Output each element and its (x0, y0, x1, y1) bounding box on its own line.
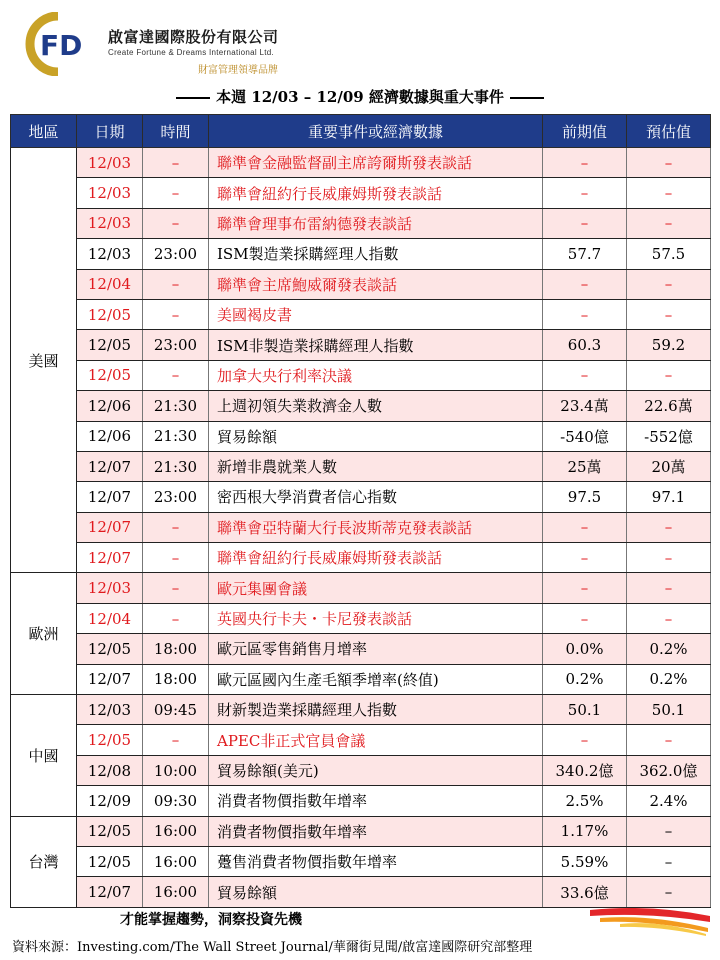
table-row (11, 816, 711, 846)
events-table (10, 114, 711, 908)
table-row (11, 391, 711, 421)
event-cell: 聯準會紐約行長威廉姆斯發表談話 (209, 543, 543, 573)
date-cell: 12/07 (77, 482, 143, 512)
previous-value-cell: – (543, 148, 627, 178)
time-cell: 23:00 (143, 330, 209, 360)
date-cell: 12/06 (77, 391, 143, 421)
event-cell: 新增非農就業人數 (209, 451, 543, 481)
table-row (11, 695, 711, 725)
table-row (11, 877, 711, 907)
estimate-value-cell: 362.0億 (627, 755, 711, 785)
previous-value-cell: – (543, 603, 627, 633)
date-cell: 12/05 (77, 360, 143, 390)
date-cell: 12/05 (77, 299, 143, 329)
previous-value-cell: 33.6億 (543, 877, 627, 907)
previous-value-cell: – (543, 269, 627, 299)
region-cell: 台灣 (11, 816, 77, 907)
previous-value-cell: – (543, 512, 627, 542)
estimate-value-cell: – (627, 877, 711, 907)
estimate-value-cell: 57.5 (627, 239, 711, 269)
time-cell: 09:45 (143, 695, 209, 725)
previous-value-cell: 57.7 (543, 239, 627, 269)
previous-value-cell: – (543, 725, 627, 755)
event-cell: 消費者物價指數年增率 (209, 786, 543, 816)
date-cell: 12/03 (77, 573, 143, 603)
date-cell: 12/07 (77, 512, 143, 542)
table-row (11, 846, 711, 876)
estimate-value-cell: – (627, 148, 711, 178)
table-row (11, 755, 711, 785)
previous-value-cell: 97.5 (543, 482, 627, 512)
time-cell: 18:00 (143, 634, 209, 664)
time-cell: 21:30 (143, 421, 209, 451)
date-cell: 12/03 (77, 695, 143, 725)
date-cell: 12/05 (77, 634, 143, 664)
header-date: 日期 (77, 115, 143, 148)
date-cell: 12/05 (77, 816, 143, 846)
region-cell: 歐洲 (11, 573, 77, 695)
previous-value-cell: 340.2億 (543, 755, 627, 785)
table-row (11, 148, 711, 178)
event-cell: 貿易餘額(美元) (209, 755, 543, 785)
time-cell: – (143, 208, 209, 238)
previous-value-cell: – (543, 360, 627, 390)
event-cell: 歐元集團會議 (209, 573, 543, 603)
date-cell: 12/04 (77, 603, 143, 633)
date-cell: 12/07 (77, 451, 143, 481)
decorative-swoosh-icon (590, 906, 710, 936)
event-cell: APEC非正式官員會議 (209, 725, 543, 755)
estimate-value-cell: 59.2 (627, 330, 711, 360)
estimate-value-cell: 0.2% (627, 664, 711, 694)
estimate-value-cell: – (627, 725, 711, 755)
estimate-value-cell: – (627, 178, 711, 208)
event-cell: 消費者物價指數年增率 (209, 816, 543, 846)
region-cell: 中國 (11, 695, 77, 817)
time-cell: – (143, 148, 209, 178)
svg-text:FD: FD (40, 29, 83, 62)
time-cell: 10:00 (143, 755, 209, 785)
previous-value-cell: – (543, 299, 627, 329)
header-time: 時間 (143, 115, 209, 148)
date-cell: 12/03 (77, 148, 143, 178)
estimate-value-cell: – (627, 573, 711, 603)
estimate-value-cell: 97.1 (627, 482, 711, 512)
time-cell: 16:00 (143, 816, 209, 846)
table-row (11, 239, 711, 269)
estimate-value-cell: – (627, 543, 711, 573)
date-cell: 12/06 (77, 421, 143, 451)
table-row (11, 512, 711, 542)
event-cell: 英國央行卡夫・卡尼發表談話 (209, 603, 543, 633)
time-cell: – (143, 360, 209, 390)
company-logo (18, 12, 308, 76)
title-dash-left (176, 97, 210, 99)
page-title-text: 本週 12/03 – 12/09 經濟數據與重大事件 (216, 88, 504, 106)
table-row (11, 634, 711, 664)
region-cell: 美國 (11, 148, 77, 573)
event-cell: 上週初領失業救濟金人數 (209, 391, 543, 421)
event-cell: 密西根大學消費者信心指數 (209, 482, 543, 512)
previous-value-cell: 60.3 (543, 330, 627, 360)
event-cell: 聯準會紐約行長威廉姆斯發表談話 (209, 178, 543, 208)
table-header-row (11, 115, 711, 148)
event-cell: 貿易餘額 (209, 421, 543, 451)
date-cell: 12/03 (77, 178, 143, 208)
event-cell: 財新製造業採購經理人指數 (209, 695, 543, 725)
time-cell: 23:00 (143, 482, 209, 512)
date-cell: 12/03 (77, 239, 143, 269)
previous-value-cell: 1.17% (543, 816, 627, 846)
previous-value-cell: 50.1 (543, 695, 627, 725)
date-cell: 12/07 (77, 664, 143, 694)
footer-slogan: 才能掌握趨勢，洞察投資先機 (120, 912, 302, 928)
time-cell: 21:30 (143, 451, 209, 481)
header-region: 地區 (11, 115, 77, 148)
table-row (11, 482, 711, 512)
time-cell: 16:00 (143, 846, 209, 876)
table-row (11, 421, 711, 451)
previous-value-cell: – (543, 543, 627, 573)
time-cell: – (143, 299, 209, 329)
previous-value-cell: – (543, 208, 627, 238)
header-previous: 前期值 (543, 115, 627, 148)
estimate-value-cell: – (627, 208, 711, 238)
event-cell: 歐元區國內生產毛額季增率(終值) (209, 664, 543, 694)
previous-value-cell: 0.0% (543, 634, 627, 664)
table-row (11, 603, 711, 633)
event-cell: 聯準會主席鮑威爾發表談話 (209, 269, 543, 299)
date-cell: 12/07 (77, 877, 143, 907)
event-cell: 躉售消費者物價指數年增率 (209, 846, 543, 876)
date-cell: 12/07 (77, 543, 143, 573)
header-event: 重要事件或經濟數據 (209, 115, 543, 148)
time-cell: – (143, 178, 209, 208)
table-row (11, 543, 711, 573)
estimate-value-cell: – (627, 846, 711, 876)
table-row (11, 299, 711, 329)
event-cell: 美國褐皮書 (209, 299, 543, 329)
previous-value-cell: 0.2% (543, 664, 627, 694)
estimate-value-cell: – (627, 816, 711, 846)
company-english-name: Create Fortune & Dreams International Ltd. (108, 48, 275, 57)
company-slogan: 財富管理領導品牌 (198, 65, 278, 76)
estimate-value-cell: 0.2% (627, 634, 711, 664)
time-cell: – (143, 573, 209, 603)
table-row (11, 451, 711, 481)
table-body (11, 148, 711, 908)
estimate-value-cell: – (627, 603, 711, 633)
time-cell: 18:00 (143, 664, 209, 694)
previous-value-cell: 23.4萬 (543, 391, 627, 421)
table-row (11, 664, 711, 694)
fd-logo-icon (18, 12, 104, 76)
table-row (11, 725, 711, 755)
table-row (11, 573, 711, 603)
time-cell: 09:30 (143, 786, 209, 816)
table-row (11, 269, 711, 299)
time-cell: 21:30 (143, 391, 209, 421)
event-cell: ISM非製造業採購經理人指數 (209, 330, 543, 360)
time-cell: – (143, 512, 209, 542)
estimate-value-cell: 22.6萬 (627, 391, 711, 421)
time-cell: – (143, 603, 209, 633)
event-cell: 聯準會亞特蘭大行長波斯蒂克發表談話 (209, 512, 543, 542)
page-title (0, 86, 720, 107)
company-name: 啟富達國際股份有限公司 (108, 28, 279, 46)
estimate-value-cell: 2.4% (627, 786, 711, 816)
time-cell: 23:00 (143, 239, 209, 269)
previous-value-cell: – (543, 178, 627, 208)
previous-value-cell: 25萬 (543, 451, 627, 481)
data-source: 資料來源：Investing.com/The Wall Street Journal/華爾街見聞/啟富達國際研究部整理 (12, 940, 533, 955)
time-cell: – (143, 725, 209, 755)
date-cell: 12/09 (77, 786, 143, 816)
estimate-value-cell: -552億 (627, 421, 711, 451)
time-cell: – (143, 269, 209, 299)
previous-value-cell: -540億 (543, 421, 627, 451)
time-cell: 16:00 (143, 877, 209, 907)
event-cell: 聯準會理事布雷納德發表談話 (209, 208, 543, 238)
date-cell: 12/08 (77, 755, 143, 785)
table-row (11, 178, 711, 208)
event-cell: 貿易餘額 (209, 877, 543, 907)
date-cell: 12/03 (77, 208, 143, 238)
time-cell: – (143, 543, 209, 573)
title-dash-right (510, 97, 544, 99)
estimate-value-cell: – (627, 269, 711, 299)
date-cell: 12/05 (77, 330, 143, 360)
date-cell: 12/05 (77, 725, 143, 755)
table-row (11, 360, 711, 390)
event-cell: 聯準會金融監督副主席誇爾斯發表談話 (209, 148, 543, 178)
table-row (11, 786, 711, 816)
table-row (11, 330, 711, 360)
header-estimate: 預估值 (627, 115, 711, 148)
previous-value-cell: – (543, 573, 627, 603)
event-cell: 歐元區零售銷售月增率 (209, 634, 543, 664)
event-cell: ISM製造業採購經理人指數 (209, 239, 543, 269)
estimate-value-cell: 20萬 (627, 451, 711, 481)
estimate-value-cell: 50.1 (627, 695, 711, 725)
estimate-value-cell: – (627, 360, 711, 390)
table-row (11, 208, 711, 238)
estimate-value-cell: – (627, 512, 711, 542)
previous-value-cell: 2.5% (543, 786, 627, 816)
date-cell: 12/05 (77, 846, 143, 876)
event-cell: 加拿大央行利率決議 (209, 360, 543, 390)
previous-value-cell: 5.59% (543, 846, 627, 876)
date-cell: 12/04 (77, 269, 143, 299)
estimate-value-cell: – (627, 299, 711, 329)
